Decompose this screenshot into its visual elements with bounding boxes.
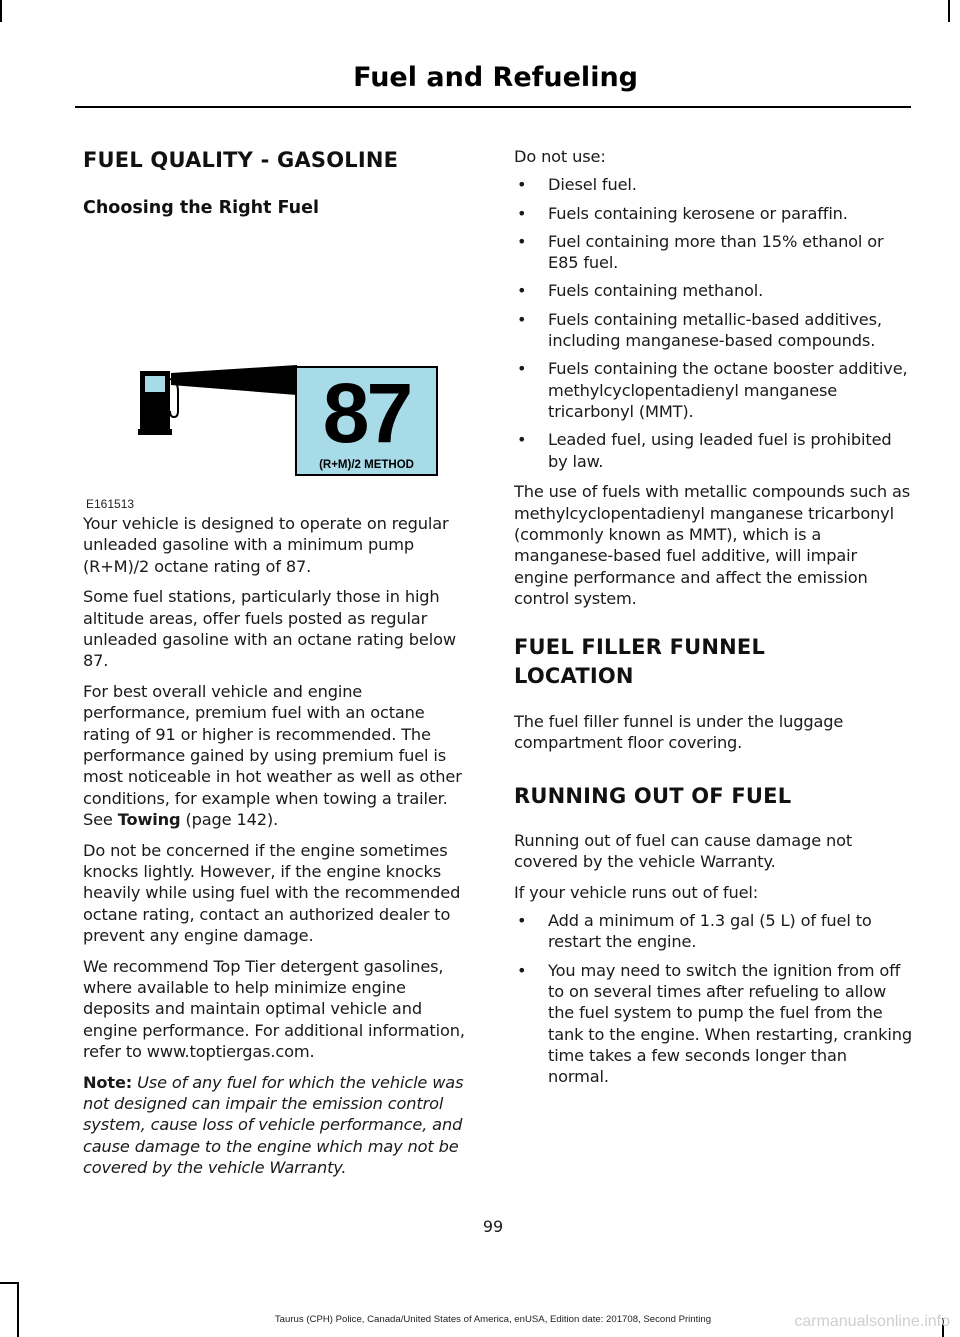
header-rule xyxy=(75,106,911,108)
bullet: • xyxy=(517,231,527,251)
page-reference: (page 142). xyxy=(180,809,279,829)
bullet: • xyxy=(517,281,527,301)
bullet: • xyxy=(517,309,527,329)
paragraph: Some fuel stations, particularly those in high altitude areas, offer fuels posted as regular unleaded gasoline with an octane rating below 87. xyxy=(83,587,456,671)
list-item xyxy=(514,960,912,1088)
octane-rating-label xyxy=(295,366,438,476)
bullet: • xyxy=(517,960,527,980)
section-heading-running-out: RUNNING OUT OF FUEL xyxy=(514,783,792,808)
list-item xyxy=(514,280,912,301)
right-column xyxy=(514,146,912,1097)
crop-mark-top-right xyxy=(948,0,950,22)
list-item-text: Fuels containing kerosene or paraffin. xyxy=(548,203,848,223)
bullet: • xyxy=(517,430,527,450)
paragraph: We recommend Top Tier detergent gasolines, where available to help minimize engine deposits and maintain optimal vehicle and engine performance. For additional information, refer to www.toptiergas.com. xyxy=(83,956,465,1061)
paragraph: Do not be concerned if the engine sometimes knocks lightly. However, if the engine knocks heavily while using fuel with the recommended octane rating, contact an authorized dealer to prevent any engine damage. xyxy=(83,840,461,945)
list-item xyxy=(514,174,912,195)
crop-mark-bottom-left-v xyxy=(17,1282,19,1337)
bullet: • xyxy=(517,175,527,195)
pointer-beam xyxy=(171,365,311,425)
left-column xyxy=(83,146,473,1188)
list-item xyxy=(514,203,912,224)
paragraph: If your vehicle runs out of fuel: xyxy=(514,882,759,902)
page-number: 99 xyxy=(482,1217,504,1236)
section-heading-fuel-quality: FUEL QUALITY - GASOLINE xyxy=(83,148,399,172)
paragraph xyxy=(83,681,473,830)
list-item xyxy=(514,358,912,422)
heading-line: LOCATION xyxy=(514,664,634,689)
paragraph: Your vehicle is designed to operate on regular unleaded gasoline with a minimum pump (R+M)/2 octane rating of 87. xyxy=(83,514,449,576)
note-label: Note: xyxy=(83,1072,133,1092)
paragraph-text: For best overall vehicle and engine performance, premium fuel with an octane rating of 91 or higher is recommended. The performance gained by using premium fuel is most noticeable in hot weather as well as other conditions, for example when towing a trailer. See xyxy=(83,682,462,829)
bullet: • xyxy=(517,359,527,379)
octane-method: (R+M)/2 METHOD xyxy=(319,459,414,471)
paragraph: Do not use: xyxy=(514,147,606,166)
do-not-use-list xyxy=(514,174,912,472)
edition-info: Taurus (CPH) Police, Canada/United States of America, enUSA, Edition date: 201708, Second Printing xyxy=(274,1314,712,1325)
list-item xyxy=(514,910,912,953)
bullet: • xyxy=(517,203,527,223)
section-heading-funnel xyxy=(514,633,912,691)
list-item xyxy=(514,231,912,274)
subheading-choosing-fuel: Choosing the Right Fuel xyxy=(83,198,319,218)
note-text: Use of any fuel for which the vehicle was not designed can impair the emission control system, cause loss of vehicle performance, and cause damage to the engine which may not be covered by the vehicle Warranty. xyxy=(83,1072,464,1177)
crop-mark-bottom-left xyxy=(0,1282,18,1284)
list-item-text: Fuels containing metallic-based additives, including manganese-based compounds. xyxy=(548,309,882,351)
octane-figure xyxy=(83,229,473,511)
out-of-fuel-list xyxy=(514,910,912,1087)
watermark: carmanualsonline.info xyxy=(794,1313,950,1330)
list-item-text: Fuel containing more than 15% ethanol or E85 fuel. xyxy=(548,231,884,273)
octane-number: 87 xyxy=(322,366,411,460)
paragraph: The fuel filler funnel is under the luggage compartment floor covering. xyxy=(514,712,844,753)
list-item-text: Add a minimum of 1.3 gal (5 L) of fuel to restart the engine. xyxy=(548,911,872,952)
figure-id: E161513 xyxy=(86,497,135,511)
paragraph: The use of fuels with metallic compounds such as methylcyclopentadienyl manganese tricarbonyl (commonly known as MMT), which is a manganese-based fuel additive, will impair engine performance and affect the emission control system. xyxy=(514,482,911,608)
list-item xyxy=(514,429,912,472)
list-item-text: Diesel fuel. xyxy=(548,175,637,195)
list-item-text: Fuels containing methanol. xyxy=(548,281,764,301)
note xyxy=(83,1072,473,1178)
towing-link[interactable]: Towing xyxy=(117,809,181,829)
bullet: • xyxy=(517,911,527,931)
list-item xyxy=(514,309,912,352)
list-item-text: You may need to switch the ignition from off to on several times after refueling to allow the fuel system to pump the fuel from the tank to the engine. When restarting, cranking time takes a few seconds longer than normal. xyxy=(548,960,912,1087)
crop-mark-top-left xyxy=(0,0,2,22)
list-item-text: Leaded fuel, using leaded fuel is prohibited by law. xyxy=(548,430,892,471)
list-item-text: Fuels containing the octane booster additive, methylcyclopentadienyl manganese tricarbonyl (MMT). xyxy=(548,359,908,421)
page-header-title: Fuel and Refueling xyxy=(353,62,638,93)
paragraph: Running out of fuel can cause damage not covered by the vehicle Warranty. xyxy=(514,830,853,872)
heading-line: FUEL FILLER FUNNEL xyxy=(514,635,766,660)
